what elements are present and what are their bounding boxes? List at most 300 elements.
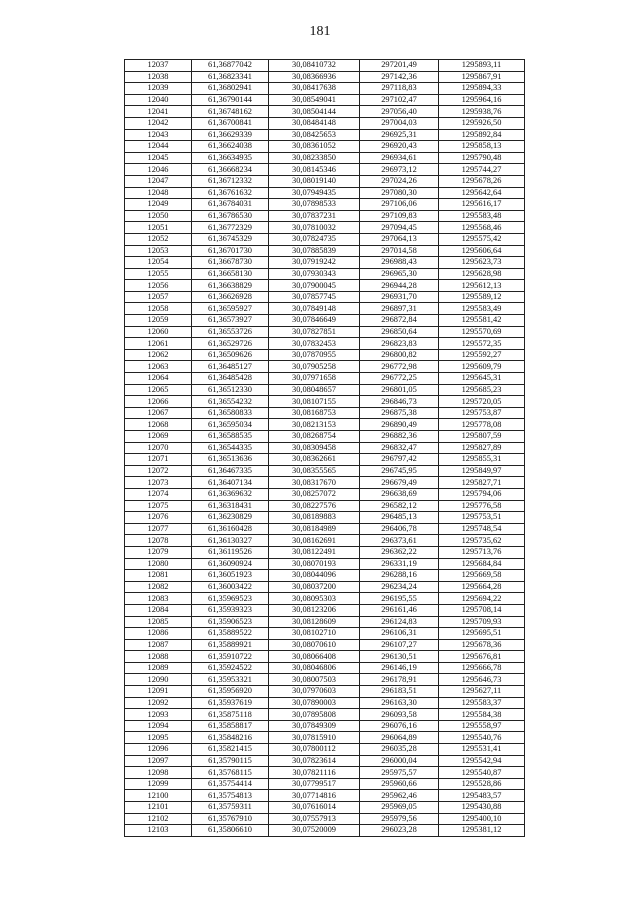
y-coordinate-cell: 1295583,48 [439, 210, 525, 222]
longitude-cell: 30,07849148 [269, 303, 360, 315]
y-coordinate-cell: 1295575,42 [439, 233, 525, 245]
longitude-cell: 30,07970603 [269, 686, 360, 698]
y-coordinate-cell: 1295664,28 [439, 581, 525, 593]
y-coordinate-cell: 1295430,88 [439, 802, 525, 814]
latitude-cell: 61,35790115 [192, 755, 269, 767]
latitude-cell: 61,36761632 [192, 187, 269, 199]
latitude-cell: 61,36051923 [192, 570, 269, 582]
longitude-cell: 30,07800112 [269, 744, 360, 756]
x-coordinate-cell: 295960,66 [360, 778, 439, 790]
table-row [125, 616, 525, 628]
y-coordinate-cell: 1295893,11 [439, 60, 525, 72]
longitude-cell: 30,07900045 [269, 280, 360, 292]
latitude-cell: 61,36700841 [192, 117, 269, 129]
latitude-cell: 61,36802941 [192, 83, 269, 95]
x-coordinate-cell: 296362,22 [360, 546, 439, 558]
latitude-cell: 61,36090924 [192, 558, 269, 570]
point-number-cell: 12058 [125, 303, 192, 315]
latitude-cell: 61,36790144 [192, 94, 269, 106]
x-coordinate-cell: 296832,47 [360, 442, 439, 454]
latitude-cell: 61,35889921 [192, 639, 269, 651]
latitude-cell: 61,35754813 [192, 790, 269, 802]
point-number-cell: 12049 [125, 199, 192, 211]
y-coordinate-cell: 1295776,58 [439, 500, 525, 512]
table-row [125, 662, 525, 674]
latitude-cell: 61,35759311 [192, 802, 269, 814]
table-row [125, 407, 525, 419]
point-number-cell: 12045 [125, 152, 192, 164]
x-coordinate-cell: 296183,51 [360, 686, 439, 698]
table-row [125, 83, 525, 95]
latitude-cell: 61,36745329 [192, 233, 269, 245]
longitude-cell: 30,08425653 [269, 129, 360, 141]
point-number-cell: 12065 [125, 384, 192, 396]
x-coordinate-cell: 296093,58 [360, 709, 439, 721]
x-coordinate-cell: 297109,83 [360, 210, 439, 222]
table-row [125, 303, 525, 315]
table-row [125, 709, 525, 721]
x-coordinate-cell: 296124,83 [360, 616, 439, 628]
x-coordinate-cell: 297024,26 [360, 175, 439, 187]
point-number-cell: 12091 [125, 686, 192, 698]
y-coordinate-cell: 1295678,26 [439, 175, 525, 187]
point-number-cell: 12082 [125, 581, 192, 593]
latitude-cell: 61,35969523 [192, 593, 269, 605]
longitude-cell: 30,08268754 [269, 431, 360, 443]
latitude-cell: 61,36588535 [192, 431, 269, 443]
point-number-cell: 12092 [125, 697, 192, 709]
latitude-cell: 61,36626928 [192, 291, 269, 303]
longitude-cell: 30,07557913 [269, 813, 360, 825]
table-row [125, 512, 525, 524]
longitude-cell: 30,08309458 [269, 442, 360, 454]
point-number-cell: 12054 [125, 257, 192, 269]
table-row [125, 465, 525, 477]
point-number-cell: 12071 [125, 454, 192, 466]
table-row [125, 106, 525, 118]
longitude-cell: 30,08007503 [269, 674, 360, 686]
table-row [125, 546, 525, 558]
table-row [125, 593, 525, 605]
table-row [125, 454, 525, 466]
latitude-cell: 61,36544335 [192, 442, 269, 454]
point-number-cell: 12080 [125, 558, 192, 570]
point-number-cell: 12074 [125, 488, 192, 500]
latitude-cell: 61,36130327 [192, 535, 269, 547]
longitude-cell: 30,08128609 [269, 616, 360, 628]
point-number-cell: 12079 [125, 546, 192, 558]
point-number-cell: 12093 [125, 709, 192, 721]
point-number-cell: 12042 [125, 117, 192, 129]
table-row [125, 396, 525, 408]
y-coordinate-cell: 1295720,05 [439, 396, 525, 408]
table-row [125, 570, 525, 582]
longitude-cell: 30,08189883 [269, 512, 360, 524]
longitude-cell: 30,08168753 [269, 407, 360, 419]
point-number-cell: 12063 [125, 361, 192, 373]
longitude-cell: 30,08107155 [269, 396, 360, 408]
latitude-cell: 61,36624038 [192, 141, 269, 153]
point-number-cell: 12039 [125, 83, 192, 95]
latitude-cell: 61,36119526 [192, 546, 269, 558]
x-coordinate-cell: 296872,84 [360, 315, 439, 327]
table-row [125, 442, 525, 454]
table-row [125, 778, 525, 790]
latitude-cell: 61,36573927 [192, 315, 269, 327]
latitude-cell: 61,36369632 [192, 488, 269, 500]
point-number-cell: 12050 [125, 210, 192, 222]
point-number-cell: 12081 [125, 570, 192, 582]
y-coordinate-cell: 1295855,31 [439, 454, 525, 466]
x-coordinate-cell: 296178,91 [360, 674, 439, 686]
table-row [125, 349, 525, 361]
point-number-cell: 12059 [125, 315, 192, 327]
longitude-cell: 30,08046806 [269, 662, 360, 674]
point-number-cell: 12099 [125, 778, 192, 790]
longitude-cell: 30,07857745 [269, 291, 360, 303]
table-row [125, 419, 525, 431]
y-coordinate-cell: 1295790,48 [439, 152, 525, 164]
point-number-cell: 12087 [125, 639, 192, 651]
x-coordinate-cell: 297142,36 [360, 71, 439, 83]
latitude-cell: 61,35821415 [192, 744, 269, 756]
x-coordinate-cell: 297064,13 [360, 233, 439, 245]
longitude-cell: 30,08162691 [269, 535, 360, 547]
table-row [125, 315, 525, 327]
table-row [125, 152, 525, 164]
x-coordinate-cell: 297106,06 [360, 199, 439, 211]
y-coordinate-cell: 1295592,27 [439, 349, 525, 361]
x-coordinate-cell: 297102,47 [360, 94, 439, 106]
x-coordinate-cell: 296373,61 [360, 535, 439, 547]
table-row [125, 790, 525, 802]
y-coordinate-cell: 1295709,93 [439, 616, 525, 628]
latitude-cell: 61,36712332 [192, 175, 269, 187]
longitude-cell: 30,08037200 [269, 581, 360, 593]
latitude-cell: 61,36553726 [192, 326, 269, 338]
longitude-cell: 30,08213153 [269, 419, 360, 431]
x-coordinate-cell: 296745,95 [360, 465, 439, 477]
latitude-cell: 61,35806610 [192, 825, 269, 837]
x-coordinate-cell: 295962,46 [360, 790, 439, 802]
y-coordinate-cell: 1295708,14 [439, 604, 525, 616]
table-row [125, 767, 525, 779]
table-row [125, 71, 525, 83]
y-coordinate-cell: 1295606,64 [439, 245, 525, 257]
point-number-cell: 12060 [125, 326, 192, 338]
table-row [125, 117, 525, 129]
longitude-cell: 30,07898533 [269, 199, 360, 211]
table-row [125, 431, 525, 443]
latitude-cell: 61,36629339 [192, 129, 269, 141]
latitude-cell: 61,36485428 [192, 373, 269, 385]
point-number-cell: 12069 [125, 431, 192, 443]
table-row [125, 280, 525, 292]
latitude-cell: 61,35848216 [192, 732, 269, 744]
y-coordinate-cell: 1295676,81 [439, 651, 525, 663]
y-coordinate-cell: 1295570,69 [439, 326, 525, 338]
longitude-cell: 30,07714816 [269, 790, 360, 802]
longitude-cell: 30,08122491 [269, 546, 360, 558]
y-coordinate-cell: 1295627,11 [439, 686, 525, 698]
longitude-cell: 30,08123206 [269, 604, 360, 616]
y-coordinate-cell: 1295568,46 [439, 222, 525, 234]
y-coordinate-cell: 1295623,73 [439, 257, 525, 269]
page-number: 181 [309, 24, 331, 39]
latitude-cell: 61,36509626 [192, 349, 269, 361]
latitude-cell: 61,35937619 [192, 697, 269, 709]
longitude-cell: 30,08484148 [269, 117, 360, 129]
y-coordinate-cell: 1295753,51 [439, 512, 525, 524]
latitude-cell: 61,36318431 [192, 500, 269, 512]
x-coordinate-cell: 296582,12 [360, 500, 439, 512]
x-coordinate-cell: 296288,16 [360, 570, 439, 582]
x-coordinate-cell: 296850,64 [360, 326, 439, 338]
longitude-cell: 30,08362661 [269, 454, 360, 466]
y-coordinate-cell: 1295748,54 [439, 523, 525, 535]
y-coordinate-cell: 1295827,71 [439, 477, 525, 489]
longitude-cell: 30,07849309 [269, 720, 360, 732]
latitude-cell: 61,35889522 [192, 628, 269, 640]
y-coordinate-cell: 1295645,31 [439, 373, 525, 385]
point-number-cell: 12043 [125, 129, 192, 141]
latitude-cell: 61,36658130 [192, 268, 269, 280]
point-number-cell: 12055 [125, 268, 192, 280]
x-coordinate-cell: 296485,13 [360, 512, 439, 524]
x-coordinate-cell: 296331,19 [360, 558, 439, 570]
latitude-cell: 61,36513636 [192, 454, 269, 466]
point-number-cell: 12047 [125, 175, 192, 187]
longitude-cell: 30,08066408 [269, 651, 360, 663]
y-coordinate-cell: 1295616,17 [439, 199, 525, 211]
table-row [125, 291, 525, 303]
y-coordinate-cell: 1295753,87 [439, 407, 525, 419]
x-coordinate-cell: 296023,28 [360, 825, 439, 837]
latitude-cell: 61,36230829 [192, 512, 269, 524]
point-number-cell: 12086 [125, 628, 192, 640]
longitude-cell: 30,07799517 [269, 778, 360, 790]
table-row [125, 60, 525, 72]
longitude-cell: 30,08504144 [269, 106, 360, 118]
latitude-cell: 61,35956920 [192, 686, 269, 698]
longitude-cell: 30,08184989 [269, 523, 360, 535]
x-coordinate-cell: 296064,89 [360, 732, 439, 744]
table-row [125, 175, 525, 187]
x-coordinate-cell: 296797,42 [360, 454, 439, 466]
table-row [125, 268, 525, 280]
latitude-cell: 61,36748162 [192, 106, 269, 118]
coordinates-table [124, 59, 525, 837]
x-coordinate-cell: 297004,03 [360, 117, 439, 129]
table-row [125, 558, 525, 570]
y-coordinate-cell: 1295713,76 [439, 546, 525, 558]
longitude-cell: 30,08361052 [269, 141, 360, 153]
y-coordinate-cell: 1295678,36 [439, 639, 525, 651]
point-number-cell: 12100 [125, 790, 192, 802]
point-number-cell: 12097 [125, 755, 192, 767]
longitude-cell: 30,08048657 [269, 384, 360, 396]
x-coordinate-cell: 296406,78 [360, 523, 439, 535]
table-row [125, 361, 525, 373]
y-coordinate-cell: 1295894,33 [439, 83, 525, 95]
point-number-cell: 12052 [125, 233, 192, 245]
latitude-cell: 61,35910722 [192, 651, 269, 663]
table-row [125, 129, 525, 141]
point-number-cell: 12073 [125, 477, 192, 489]
y-coordinate-cell: 1295483,57 [439, 790, 525, 802]
latitude-cell: 61,36580833 [192, 407, 269, 419]
table-row [125, 744, 525, 756]
latitude-cell: 61,35768115 [192, 767, 269, 779]
longitude-cell: 30,07930343 [269, 268, 360, 280]
point-number-cell: 12038 [125, 71, 192, 83]
x-coordinate-cell: 296076,16 [360, 720, 439, 732]
longitude-cell: 30,08095303 [269, 593, 360, 605]
point-number-cell: 12102 [125, 813, 192, 825]
latitude-cell: 61,36668234 [192, 164, 269, 176]
latitude-cell: 61,35939323 [192, 604, 269, 616]
y-coordinate-cell: 1295609,79 [439, 361, 525, 373]
point-number-cell: 12098 [125, 767, 192, 779]
latitude-cell: 61,36512330 [192, 384, 269, 396]
y-coordinate-cell: 1295540,76 [439, 732, 525, 744]
latitude-cell: 61,35906523 [192, 616, 269, 628]
latitude-cell: 61,35924522 [192, 662, 269, 674]
longitude-cell: 30,07905258 [269, 361, 360, 373]
x-coordinate-cell: 296931,70 [360, 291, 439, 303]
y-coordinate-cell: 1295646,73 [439, 674, 525, 686]
y-coordinate-cell: 1295558,97 [439, 720, 525, 732]
point-number-cell: 12090 [125, 674, 192, 686]
y-coordinate-cell: 1295926,50 [439, 117, 525, 129]
table-row [125, 141, 525, 153]
latitude-cell: 61,35953321 [192, 674, 269, 686]
point-number-cell: 12061 [125, 338, 192, 350]
latitude-cell: 61,36634935 [192, 152, 269, 164]
table-row [125, 222, 525, 234]
x-coordinate-cell: 295969,05 [360, 802, 439, 814]
table-row [125, 825, 525, 837]
longitude-cell: 30,08145346 [269, 164, 360, 176]
x-coordinate-cell: 295975,57 [360, 767, 439, 779]
table-row [125, 257, 525, 269]
longitude-cell: 30,07846649 [269, 315, 360, 327]
y-coordinate-cell: 1295528,86 [439, 778, 525, 790]
x-coordinate-cell: 296638,69 [360, 488, 439, 500]
table-row [125, 686, 525, 698]
point-number-cell: 12040 [125, 94, 192, 106]
table-row [125, 697, 525, 709]
longitude-cell: 30,08227576 [269, 500, 360, 512]
y-coordinate-cell: 1295572,35 [439, 338, 525, 350]
y-coordinate-cell: 1295589,12 [439, 291, 525, 303]
latitude-cell: 61,35858817 [192, 720, 269, 732]
y-coordinate-cell: 1295794,06 [439, 488, 525, 500]
table-row [125, 755, 525, 767]
point-number-cell: 12095 [125, 732, 192, 744]
table-row [125, 628, 525, 640]
y-coordinate-cell: 1295807,59 [439, 431, 525, 443]
y-coordinate-cell: 1295583,37 [439, 697, 525, 709]
table-row [125, 651, 525, 663]
latitude-cell: 61,35754414 [192, 778, 269, 790]
y-coordinate-cell: 1295400,10 [439, 813, 525, 825]
table-row [125, 187, 525, 199]
latitude-cell: 61,36554232 [192, 396, 269, 408]
longitude-cell: 30,07821116 [269, 767, 360, 779]
point-number-cell: 12101 [125, 802, 192, 814]
latitude-cell: 61,36786530 [192, 210, 269, 222]
longitude-cell: 30,07890003 [269, 697, 360, 709]
x-coordinate-cell: 296944,28 [360, 280, 439, 292]
x-coordinate-cell: 296988,43 [360, 257, 439, 269]
table-row [125, 326, 525, 338]
y-coordinate-cell: 1295694,22 [439, 593, 525, 605]
point-number-cell: 12077 [125, 523, 192, 535]
longitude-cell: 30,08233850 [269, 152, 360, 164]
x-coordinate-cell: 297094,45 [360, 222, 439, 234]
longitude-cell: 30,08417638 [269, 83, 360, 95]
table-row [125, 488, 525, 500]
table-row [125, 373, 525, 385]
table-row [125, 210, 525, 222]
latitude-cell: 61,36407134 [192, 477, 269, 489]
point-number-cell: 12051 [125, 222, 192, 234]
point-number-cell: 12041 [125, 106, 192, 118]
x-coordinate-cell: 296161,46 [360, 604, 439, 616]
x-coordinate-cell: 297080,30 [360, 187, 439, 199]
longitude-cell: 30,07810032 [269, 222, 360, 234]
point-number-cell: 12072 [125, 465, 192, 477]
x-coordinate-cell: 296920,43 [360, 141, 439, 153]
point-number-cell: 12070 [125, 442, 192, 454]
y-coordinate-cell: 1295827,89 [439, 442, 525, 454]
latitude-cell: 61,36467335 [192, 465, 269, 477]
longitude-cell: 30,08070193 [269, 558, 360, 570]
x-coordinate-cell: 296934,61 [360, 152, 439, 164]
longitude-cell: 30,07919242 [269, 257, 360, 269]
point-number-cell: 12056 [125, 280, 192, 292]
latitude-cell: 61,36595927 [192, 303, 269, 315]
latitude-cell: 61,36701730 [192, 245, 269, 257]
x-coordinate-cell: 296801,05 [360, 384, 439, 396]
table-row [125, 384, 525, 396]
y-coordinate-cell: 1295867,91 [439, 71, 525, 83]
latitude-cell: 61,36003422 [192, 581, 269, 593]
x-coordinate-cell: 295979,56 [360, 813, 439, 825]
latitude-cell: 61,36160428 [192, 523, 269, 535]
longitude-cell: 30,08355565 [269, 465, 360, 477]
y-coordinate-cell: 1295581,42 [439, 315, 525, 327]
table-row [125, 720, 525, 732]
longitude-cell: 30,08257072 [269, 488, 360, 500]
latitude-cell: 61,36638829 [192, 280, 269, 292]
longitude-cell: 30,08102710 [269, 628, 360, 640]
longitude-cell: 30,07823614 [269, 755, 360, 767]
point-number-cell: 12089 [125, 662, 192, 674]
x-coordinate-cell: 297118,83 [360, 83, 439, 95]
longitude-cell: 30,07837231 [269, 210, 360, 222]
y-coordinate-cell: 1295531,41 [439, 744, 525, 756]
table-row [125, 813, 525, 825]
table-row [125, 639, 525, 651]
point-number-cell: 12096 [125, 744, 192, 756]
y-coordinate-cell: 1295540,87 [439, 767, 525, 779]
point-number-cell: 12103 [125, 825, 192, 837]
longitude-cell: 30,07870955 [269, 349, 360, 361]
table-row [125, 500, 525, 512]
x-coordinate-cell: 296897,31 [360, 303, 439, 315]
